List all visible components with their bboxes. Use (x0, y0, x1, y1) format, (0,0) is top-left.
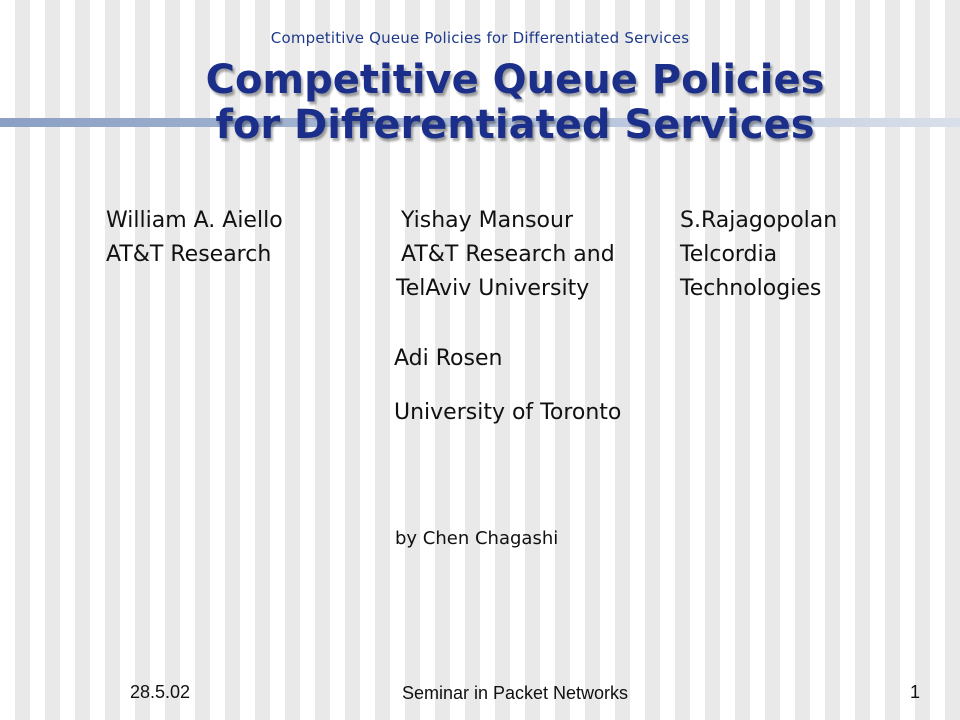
author-name: Adi Rosen (394, 346, 503, 371)
author-name: William A. Aiello (106, 208, 283, 233)
author-affiliation: Technologies (680, 276, 822, 301)
author-affiliation: Telcordia (680, 242, 778, 267)
slide-title (0, 58, 960, 148)
author-affiliation: University of Toronto (394, 400, 622, 425)
author-affiliation: AT&T Research and (401, 242, 615, 267)
author-name: S.Rajagopolan (680, 208, 838, 233)
footer-title: Seminar in Packet Networks (401, 683, 629, 703)
author-mansour (396, 204, 615, 306)
author-aiello (106, 204, 283, 272)
author-name: Yishay Mansour (401, 208, 573, 233)
slide-header: Competitive Queue Policies for Differentiated Services (270, 29, 690, 47)
presenter-byline: by Chen Chagashi (395, 528, 559, 549)
footer-date: 28.5.02 (130, 682, 191, 702)
title-line-2: for Differentiated Services (215, 102, 815, 148)
author-affiliation: AT&T Research (106, 242, 272, 267)
author-rosen (394, 342, 621, 430)
page-number: 1 (910, 682, 921, 702)
title-line-1: Competitive Queue Policies (205, 57, 825, 103)
author-affiliation: TelAviv University (396, 276, 590, 301)
author-rajagopolan (680, 204, 837, 306)
